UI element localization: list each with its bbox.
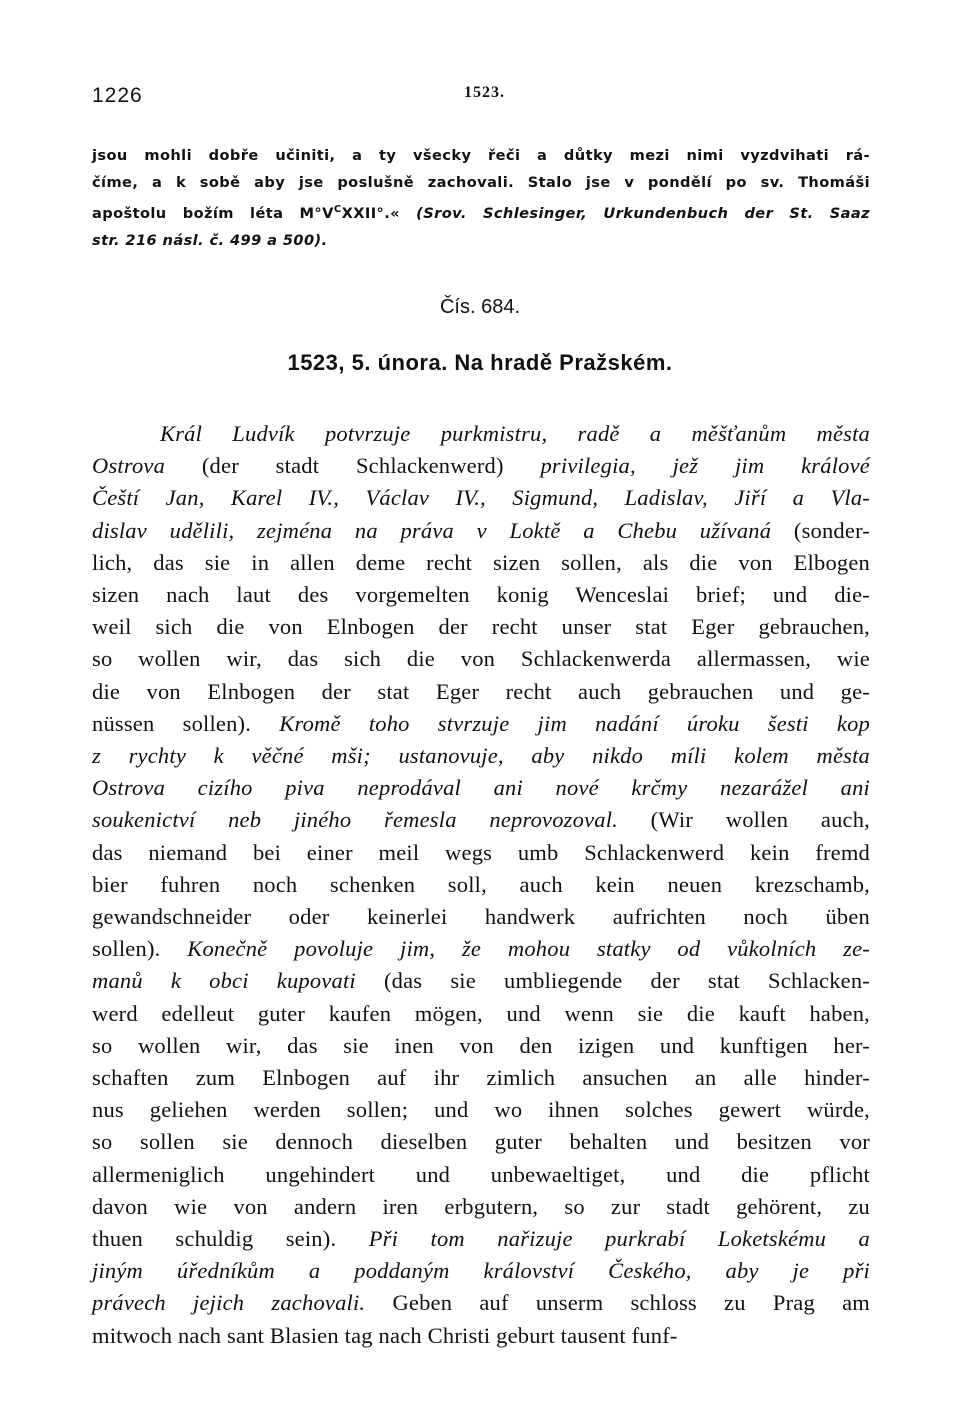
german-quote-run: so sollen sie dennoch dieselben guter behalten und besitzen vor: [92, 1129, 870, 1155]
german-quote-run: nüssen sollen).: [92, 710, 280, 736]
body-line: [92, 998, 870, 1030]
czech-summary-run: privilegia, jež jim králové: [540, 453, 870, 479]
body-line: [92, 869, 870, 901]
german-quote-run: mitwoch nach sant Blasien tag nach Christi geburt tausent funf-: [92, 1322, 678, 1348]
body-line: [92, 1062, 870, 1094]
body-line: [92, 901, 870, 933]
body-line: [92, 1030, 870, 1062]
german-quote-run: allermeniglich ungehindert und unbewaeltiget, und die pflicht: [92, 1161, 870, 1187]
body-line: [92, 579, 870, 611]
body-line: [92, 676, 870, 708]
czech-summary-run: Ostrova: [92, 453, 166, 479]
czech-summary-run: manů k obci kupovati: [92, 968, 356, 994]
body-line: [92, 482, 870, 514]
page-header: [92, 84, 868, 114]
superscript: C: [333, 204, 342, 215]
german-quote-run: werd edelleut guter kaufen mögen, und wenn sie die kauft haben,: [92, 1000, 870, 1026]
body-line: [92, 1255, 870, 1287]
body-line: [92, 1320, 870, 1352]
german-quote-run: schaften zum Elnbogen auf ihr zimlich ansuchen an alle hinder-: [92, 1065, 870, 1091]
czech-summary-run: z rychty k věčné mši; ustanovuje, aby nikdo míli kolem města: [92, 743, 870, 769]
continued-text-block: [92, 142, 870, 254]
german-quote-run: Geben auf unserm schloss zu Prag am: [365, 1290, 870, 1316]
continued-text-line: [92, 227, 870, 254]
german-quote-run: thuen schuldig sein).: [92, 1226, 369, 1252]
document-date-place: 1523, 5. února. Na hradě Pražském.: [287, 350, 673, 375]
german-quote-run: (sonder-: [771, 517, 870, 543]
body-line: [92, 1094, 870, 1126]
continued-text-line: jsou mohli dobře učiniti, a ty všecky řeči a důtky mezi nimi vyzdvihati rá-: [92, 147, 870, 164]
page-number: 1226: [92, 84, 143, 107]
german-quote-run: weil sich die von Elnbogen der recht unser stat Eger gebrauchen,: [92, 614, 870, 640]
citation: str. 216 násl. č. 499 a 500).: [92, 231, 328, 249]
document-number: Čís. 684.: [439, 296, 521, 318]
body-line: [92, 1126, 870, 1158]
german-quote-run: davon wie von andern iren erbgutern, so zur stadt gehörent, zu: [92, 1193, 870, 1219]
german-quote-run: (das sie umbliegende der stat Schlacken-: [355, 968, 870, 994]
body-line: [92, 933, 870, 965]
text-run: XXII°.«: [341, 204, 417, 222]
czech-summary-run: Čeští Jan, Karel IV., Václav IV., Sigmund, Ladislav, Jiří a Vla-: [92, 485, 870, 511]
german-quote-run: nus geliehen werden sollen; und wo ihnen solches gewert würde,: [92, 1097, 870, 1123]
body-line: [92, 740, 870, 772]
continued-text-line: [92, 196, 870, 227]
body-line: [92, 1287, 870, 1319]
german-quote-run: das niemand bei einer meil wegs umb Schlackenwerd kein fremd: [92, 839, 870, 865]
german-quote-run: lich, das sie in allen deme recht sizen sollen, als die von Elbogen: [92, 549, 870, 575]
german-quote-run: so wollen wir, das sich die von Schlackenwerda allermassen, wie: [92, 646, 870, 672]
body-line: [92, 515, 870, 547]
running-head-year: 1523.: [464, 84, 505, 101]
body-line: [92, 708, 870, 740]
body-line: [92, 1223, 870, 1255]
german-quote-run: (Wir wollen auch,: [617, 807, 870, 833]
regest-body: [92, 418, 870, 1352]
german-quote-run: sollen).: [92, 936, 188, 962]
czech-summary-run: Kromě toho stvrzuje jim nadání úroku šesti kop: [279, 710, 871, 736]
citation: (Srov. Schlesinger, Urkundenbuch der St. Saaz: [416, 204, 870, 222]
czech-summary-run: Ostrova cizího piva neprodával ani nové krčmy nezarážel ani: [92, 775, 870, 801]
czech-summary-run: dislav udělili, zejména na práva v Loktě a Chebu užívaná: [92, 517, 772, 543]
body-line: [92, 643, 870, 675]
body-line: [92, 611, 870, 643]
body-line: [92, 1191, 870, 1223]
body-line: [92, 772, 870, 804]
body-line: [92, 547, 870, 579]
german-quote-run: (der stadt Schlackenwerd): [165, 453, 541, 479]
body-line: [92, 965, 870, 997]
body-line: [92, 450, 870, 482]
text-run: apoštolu božím léta M°V: [92, 204, 334, 222]
czech-summary-run: soukenictví neb jiného řemesla neprovozoval.: [92, 807, 618, 833]
german-quote-run: sizen nach laut des vorgemelten konig Wenceslai brief; und die-: [92, 582, 870, 608]
czech-summary-run: Při tom nařizuje purkrabí Loketskému a: [368, 1226, 870, 1252]
czech-summary-run: jiným úředníkům a poddaným království Českého, aby je při: [92, 1258, 870, 1284]
body-line: [92, 1159, 870, 1191]
german-quote-run: so wollen wir, das sie inen von den izigen und kunftigen her-: [92, 1032, 870, 1058]
german-quote-run: bier fuhren noch schenken soll, auch kein neuen krezschamb,: [92, 871, 870, 897]
continued-text-line: číme, a k sobě aby jse poslušně zachovali. Stalo jse v pondělí po sv. Thomáši: [92, 174, 870, 191]
body-line: [92, 804, 870, 836]
german-quote-run: die von Elnbogen der stat Eger recht auch gebrauchen und ge-: [92, 678, 870, 704]
czech-summary-run: právech jejich zachovali.: [92, 1290, 366, 1316]
czech-summary-run: Král Ludvík potvrzuje purkmistru, radě a měšťanům města: [160, 421, 870, 446]
czech-summary-run: Konečně povoluje jim, že mohou statky od vůkolních ze-: [187, 936, 870, 962]
german-quote-run: gewandschneider oder keinerlei handwerk aufrichten noch üben: [92, 904, 870, 930]
body-line: [92, 837, 870, 869]
body-line: [92, 418, 870, 450]
